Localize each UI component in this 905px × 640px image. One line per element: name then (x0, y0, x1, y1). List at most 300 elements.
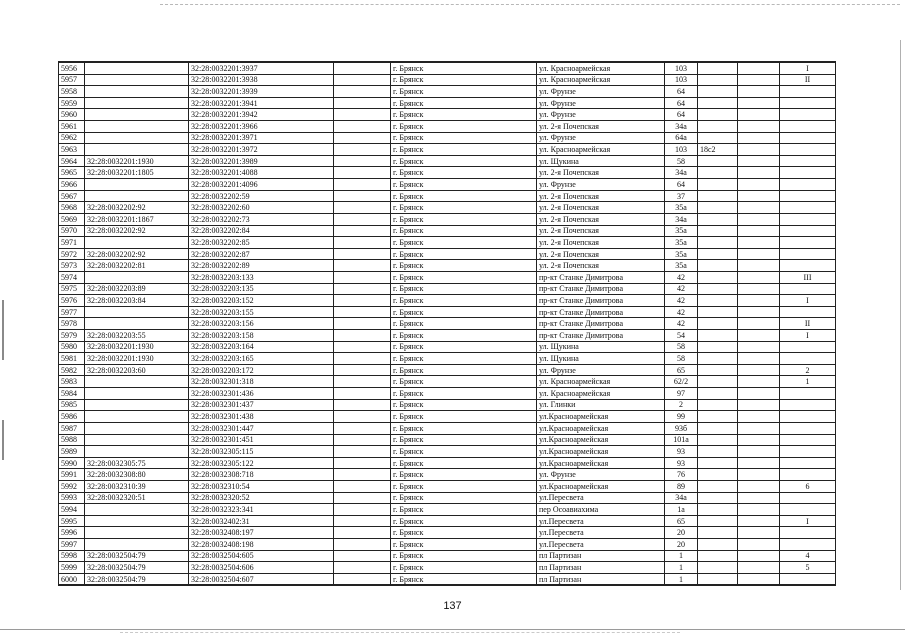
cell-building (698, 109, 738, 121)
cell-building: 18с2 (698, 144, 738, 156)
table-row (59, 318, 836, 330)
cell-building (698, 330, 738, 342)
cell-house-number: 103 (665, 144, 698, 156)
cell-object-type (334, 283, 391, 295)
cell-building (698, 422, 738, 434)
cell-old-cadastral-number (85, 86, 189, 98)
cell-cadastral-number: 32:28:0032202:60 (189, 202, 334, 214)
scan-bottom-edge (120, 632, 680, 633)
cell-city: г. Брянск (391, 190, 537, 202)
cell-house-number: 1 (665, 550, 698, 562)
cell-house-number: 58 (665, 341, 698, 353)
cell-city: г. Брянск (391, 155, 537, 167)
cell-object-type (334, 376, 391, 388)
table-row (59, 144, 836, 156)
cell-building (698, 562, 738, 574)
cell-old-cadastral-number: 32:28:0032203:60 (85, 364, 189, 376)
cell-apartment (738, 237, 780, 249)
cell-street: пл Партизан (537, 573, 665, 585)
table-row (59, 411, 836, 423)
cell-city: г. Брянск (391, 62, 537, 74)
cell-object-type (334, 550, 391, 562)
cell-city: г. Брянск (391, 144, 537, 156)
table-row (59, 109, 836, 121)
cell-building (698, 527, 738, 539)
cell-row-number: 5977 (59, 306, 85, 318)
table-row (59, 469, 836, 481)
cell-cadastral-number: 32:28:0032202:73 (189, 213, 334, 225)
cell-apartment (738, 434, 780, 446)
scan-bottom-edge (0, 629, 905, 630)
cell-city: г. Брянск (391, 271, 537, 283)
cell-cadastral-number: 32:28:0032203:165 (189, 353, 334, 365)
cell-old-cadastral-number: 32:28:0032504:79 (85, 573, 189, 585)
cell-city: г. Брянск (391, 376, 537, 388)
cell-apartment (738, 155, 780, 167)
cell-city: г. Брянск (391, 225, 537, 237)
cell-apartment (738, 330, 780, 342)
cell-cadastral-number: 32:28:0032320:52 (189, 492, 334, 504)
cell-object-type (334, 179, 391, 191)
cell-row-number: 5996 (59, 527, 85, 539)
cell-building (698, 376, 738, 388)
cell-room (780, 388, 836, 400)
cell-room (780, 422, 836, 434)
cell-street: ул. 2-я Почепская (537, 225, 665, 237)
cell-house-number: 54 (665, 330, 698, 342)
cell-cadastral-number: 32:28:0032202:85 (189, 237, 334, 249)
cell-apartment (738, 179, 780, 191)
cell-city: г. Брянск (391, 388, 537, 400)
cell-building (698, 121, 738, 133)
cell-street: ул. Фрунзе (537, 469, 665, 481)
cell-house-number: 64 (665, 109, 698, 121)
cell-old-cadastral-number (85, 179, 189, 191)
cell-cadastral-number: 32:28:0032203:156 (189, 318, 334, 330)
cell-apartment (738, 573, 780, 585)
cell-street: ул. 2-я Почепская (537, 202, 665, 214)
cell-object-type (334, 469, 391, 481)
table-row (59, 295, 836, 307)
cell-apartment (738, 515, 780, 527)
cell-street: ул. 2-я Почепская (537, 167, 665, 179)
cell-street: ул. Красноармейская (537, 74, 665, 86)
cell-room (780, 399, 836, 411)
cell-city: г. Брянск (391, 330, 537, 342)
cell-object-type (334, 446, 391, 458)
cell-room (780, 213, 836, 225)
cell-house-number: 34а (665, 492, 698, 504)
cell-room (780, 353, 836, 365)
cell-apartment (738, 388, 780, 400)
cell-cadastral-number: 32:28:0032201:3942 (189, 109, 334, 121)
cell-old-cadastral-number (85, 434, 189, 446)
cell-row-number: 5992 (59, 480, 85, 492)
cell-object-type (334, 480, 391, 492)
table-row (59, 457, 836, 469)
cell-city: г. Брянск (391, 353, 537, 365)
cell-object-type (334, 86, 391, 98)
cell-row-number: 5960 (59, 109, 85, 121)
table-row (59, 62, 836, 74)
cell-room (780, 202, 836, 214)
cell-room (780, 121, 836, 133)
cell-house-number: 20 (665, 538, 698, 550)
cell-room: I (780, 515, 836, 527)
cell-old-cadastral-number (85, 527, 189, 539)
cell-street: ул. Фрунзе (537, 364, 665, 376)
cell-object-type (334, 190, 391, 202)
cell-house-number: 2 (665, 399, 698, 411)
cell-old-cadastral-number: 32:28:0032308:80 (85, 469, 189, 481)
cell-cadastral-number: 32:28:0032203:172 (189, 364, 334, 376)
cell-street: ул.Пересвета (537, 515, 665, 527)
cell-room (780, 446, 836, 458)
cell-street: ул.Красноармейская (537, 480, 665, 492)
cell-house-number: 35а (665, 202, 698, 214)
cell-street: ул.Красноармейская (537, 422, 665, 434)
cell-street: ул. Щукина (537, 341, 665, 353)
cell-city: г. Брянск (391, 480, 537, 492)
cell-building (698, 74, 738, 86)
cell-object-type (334, 504, 391, 516)
cell-city: г. Брянск (391, 538, 537, 550)
cell-house-number: 93 (665, 457, 698, 469)
cell-row-number: 5995 (59, 515, 85, 527)
cell-house-number: 93б (665, 422, 698, 434)
table-row (59, 353, 836, 365)
cell-city: г. Брянск (391, 248, 537, 260)
cell-room (780, 538, 836, 550)
cell-cadastral-number: 32:28:0032201:3972 (189, 144, 334, 156)
table-row (59, 527, 836, 539)
cell-object-type (334, 144, 391, 156)
cell-object-type (334, 109, 391, 121)
cell-building (698, 62, 738, 74)
cell-object-type (334, 353, 391, 365)
cell-old-cadastral-number: 32:28:0032202:92 (85, 225, 189, 237)
cell-row-number: 5979 (59, 330, 85, 342)
table-row (59, 306, 836, 318)
cell-old-cadastral-number (85, 271, 189, 283)
cell-object-type (334, 62, 391, 74)
table-row (59, 155, 836, 167)
cell-room: 6 (780, 480, 836, 492)
cell-room: II (780, 74, 836, 86)
cell-street: ул.Пересвета (537, 527, 665, 539)
cell-cadastral-number: 32:28:0032202:84 (189, 225, 334, 237)
cell-object-type (334, 318, 391, 330)
table-row (59, 86, 836, 98)
cell-old-cadastral-number (85, 132, 189, 144)
cell-row-number: 5956 (59, 62, 85, 74)
cell-cadastral-number: 32:28:0032203:158 (189, 330, 334, 342)
cell-object-type (334, 538, 391, 550)
cell-city: г. Брянск (391, 446, 537, 458)
cell-house-number: 42 (665, 271, 698, 283)
cell-city: г. Брянск (391, 573, 537, 585)
cell-city: г. Брянск (391, 283, 537, 295)
cell-old-cadastral-number: 32:28:0032203:89 (85, 283, 189, 295)
cell-room (780, 167, 836, 179)
cell-street: пр-кт Станке Димитрова (537, 306, 665, 318)
cell-cadastral-number: 32:28:0032504:605 (189, 550, 334, 562)
table-row (59, 248, 836, 260)
cell-house-number: 64 (665, 179, 698, 191)
cell-room (780, 434, 836, 446)
cell-building (698, 434, 738, 446)
cell-room (780, 132, 836, 144)
cell-row-number: 5967 (59, 190, 85, 202)
cell-row-number: 5973 (59, 260, 85, 272)
cell-row-number: 5959 (59, 97, 85, 109)
cell-row-number: 5972 (59, 248, 85, 260)
cell-house-number: 93 (665, 446, 698, 458)
cell-house-number: 35а (665, 237, 698, 249)
cell-apartment (738, 538, 780, 550)
cell-cadastral-number: 32:28:0032202:87 (189, 248, 334, 260)
cell-house-number: 34а (665, 167, 698, 179)
table-row (59, 283, 836, 295)
cell-object-type (334, 121, 391, 133)
cell-city: г. Брянск (391, 341, 537, 353)
cell-street: ул. Красноармейская (537, 376, 665, 388)
cell-cadastral-number: 32:28:0032201:4096 (189, 179, 334, 191)
cell-object-type (334, 399, 391, 411)
cell-object-type (334, 295, 391, 307)
table-row (59, 225, 836, 237)
cell-row-number: 5994 (59, 504, 85, 516)
cell-object-type (334, 74, 391, 86)
cell-apartment (738, 504, 780, 516)
cell-apartment (738, 457, 780, 469)
cell-house-number: 42 (665, 318, 698, 330)
cell-house-number: 34а (665, 213, 698, 225)
cell-building (698, 318, 738, 330)
cell-building (698, 155, 738, 167)
cell-cadastral-number: 32:28:0032305:115 (189, 446, 334, 458)
cell-cadastral-number: 32:28:0032201:3937 (189, 62, 334, 74)
cell-apartment (738, 550, 780, 562)
cell-old-cadastral-number (85, 62, 189, 74)
cell-city: г. Брянск (391, 202, 537, 214)
cell-street: пл Партизан (537, 562, 665, 574)
cell-old-cadastral-number: 32:28:0032202:92 (85, 248, 189, 260)
cell-building (698, 364, 738, 376)
cell-old-cadastral-number: 32:28:0032201:1805 (85, 167, 189, 179)
cell-street: ул. Красноармейская (537, 62, 665, 74)
cell-house-number: 97 (665, 388, 698, 400)
cell-object-type (334, 341, 391, 353)
cell-old-cadastral-number (85, 97, 189, 109)
cell-apartment (738, 109, 780, 121)
cell-building (698, 411, 738, 423)
cell-old-cadastral-number (85, 422, 189, 434)
cell-old-cadastral-number: 32:28:0032203:55 (85, 330, 189, 342)
cell-apartment (738, 144, 780, 156)
cell-city: г. Брянск (391, 399, 537, 411)
cell-object-type (334, 237, 391, 249)
cell-row-number: 5957 (59, 74, 85, 86)
cell-row-number: 5998 (59, 550, 85, 562)
cell-row-number: 5981 (59, 353, 85, 365)
cell-apartment (738, 318, 780, 330)
scan-left-edge (2, 420, 4, 460)
cell-cadastral-number: 32:28:0032201:3966 (189, 121, 334, 133)
cell-street: пр-кт Станке Димитрова (537, 318, 665, 330)
table-row (59, 202, 836, 214)
cell-object-type (334, 434, 391, 446)
cell-apartment (738, 190, 780, 202)
page-number: 137 (443, 600, 462, 612)
cell-building (698, 341, 738, 353)
cell-apartment (738, 527, 780, 539)
cell-city: г. Брянск (391, 550, 537, 562)
cell-row-number: 5970 (59, 225, 85, 237)
cell-object-type (334, 155, 391, 167)
cell-street: ул. Глинки (537, 399, 665, 411)
cell-street: ул. Красноармейская (537, 144, 665, 156)
cell-row-number: 5990 (59, 457, 85, 469)
cell-room (780, 573, 836, 585)
cell-street: ул.Красноармейская (537, 457, 665, 469)
cell-city: г. Брянск (391, 492, 537, 504)
cell-house-number: 62/2 (665, 376, 698, 388)
cell-cadastral-number: 32:28:0032301:436 (189, 388, 334, 400)
cell-city: г. Брянск (391, 97, 537, 109)
cell-street: пр-кт Станке Димитрова (537, 330, 665, 342)
cell-house-number: 99 (665, 411, 698, 423)
cell-row-number: 5962 (59, 132, 85, 144)
cell-apartment (738, 225, 780, 237)
table-row (59, 330, 836, 342)
cell-room (780, 97, 836, 109)
cell-cadastral-number: 32:28:0032201:3938 (189, 74, 334, 86)
cell-street: пл Партизан (537, 550, 665, 562)
cell-house-number: 35а (665, 248, 698, 260)
cell-building (698, 492, 738, 504)
cell-room (780, 155, 836, 167)
cell-street: ул.Красноармейская (537, 446, 665, 458)
cell-room (780, 527, 836, 539)
cell-object-type (334, 225, 391, 237)
cell-street: ул. Щукина (537, 353, 665, 365)
cell-row-number: 5993 (59, 492, 85, 504)
cell-house-number: 42 (665, 295, 698, 307)
table-row (59, 376, 836, 388)
cell-old-cadastral-number: 32:28:0032320:51 (85, 492, 189, 504)
cell-city: г. Брянск (391, 504, 537, 516)
cell-building (698, 97, 738, 109)
cell-apartment (738, 62, 780, 74)
cell-house-number: 58 (665, 155, 698, 167)
cell-street: ул. 2-я Почепская (537, 213, 665, 225)
cell-object-type (334, 422, 391, 434)
cell-house-number: 1 (665, 573, 698, 585)
cell-city: г. Брянск (391, 469, 537, 481)
cell-room (780, 306, 836, 318)
cell-cadastral-number: 32:28:0032504:606 (189, 562, 334, 574)
cell-row-number: 5971 (59, 237, 85, 249)
cell-old-cadastral-number (85, 190, 189, 202)
cell-house-number: 65 (665, 515, 698, 527)
cell-room (780, 179, 836, 191)
table-row (59, 179, 836, 191)
cell-object-type (334, 527, 391, 539)
cell-house-number: 35а (665, 260, 698, 272)
cell-building (698, 179, 738, 191)
cell-old-cadastral-number (85, 237, 189, 249)
cell-apartment (738, 97, 780, 109)
cell-old-cadastral-number: 32:28:0032504:79 (85, 550, 189, 562)
cell-object-type (334, 97, 391, 109)
cell-city: г. Брянск (391, 515, 537, 527)
cell-building (698, 167, 738, 179)
scan-right-edge (900, 40, 901, 590)
cell-cadastral-number: 32:28:0032201:3941 (189, 97, 334, 109)
cell-old-cadastral-number (85, 121, 189, 133)
table-row (59, 341, 836, 353)
cell-object-type (334, 364, 391, 376)
cell-house-number: 103 (665, 62, 698, 74)
cell-apartment (738, 132, 780, 144)
cell-row-number: 5997 (59, 538, 85, 550)
cell-old-cadastral-number: 32:28:0032310:39 (85, 480, 189, 492)
cell-apartment (738, 422, 780, 434)
cell-old-cadastral-number (85, 74, 189, 86)
cell-cadastral-number: 32:28:0032301:437 (189, 399, 334, 411)
table-row (59, 97, 836, 109)
table-row (59, 132, 836, 144)
cell-object-type (334, 573, 391, 585)
cell-house-number: 64 (665, 97, 698, 109)
cell-apartment (738, 306, 780, 318)
cell-cadastral-number: 32:28:0032301:438 (189, 411, 334, 423)
cell-street: ул. Фрунзе (537, 179, 665, 191)
cell-row-number: 5983 (59, 376, 85, 388)
table-row (59, 399, 836, 411)
cell-old-cadastral-number (85, 376, 189, 388)
cell-city: г. Брянск (391, 86, 537, 98)
cell-room (780, 492, 836, 504)
cell-old-cadastral-number: 32:28:0032203:84 (85, 295, 189, 307)
cell-building (698, 353, 738, 365)
cell-room: 4 (780, 550, 836, 562)
cell-room (780, 225, 836, 237)
cell-room (780, 248, 836, 260)
cell-row-number: 5965 (59, 167, 85, 179)
cell-house-number: 58 (665, 353, 698, 365)
cell-room (780, 341, 836, 353)
scan-left-edge (2, 300, 4, 360)
cell-old-cadastral-number (85, 446, 189, 458)
cell-city: г. Брянск (391, 237, 537, 249)
cell-object-type (334, 515, 391, 527)
cell-object-type (334, 248, 391, 260)
table-row (59, 167, 836, 179)
cell-apartment (738, 364, 780, 376)
cell-room (780, 283, 836, 295)
cell-building (698, 237, 738, 249)
cell-building (698, 446, 738, 458)
table-row (59, 364, 836, 376)
cell-row-number: 6000 (59, 573, 85, 585)
cell-object-type (334, 260, 391, 272)
cell-room (780, 260, 836, 272)
cell-object-type (334, 167, 391, 179)
cell-street: ул. 2-я Почепская (537, 237, 665, 249)
cell-city: г. Брянск (391, 457, 537, 469)
